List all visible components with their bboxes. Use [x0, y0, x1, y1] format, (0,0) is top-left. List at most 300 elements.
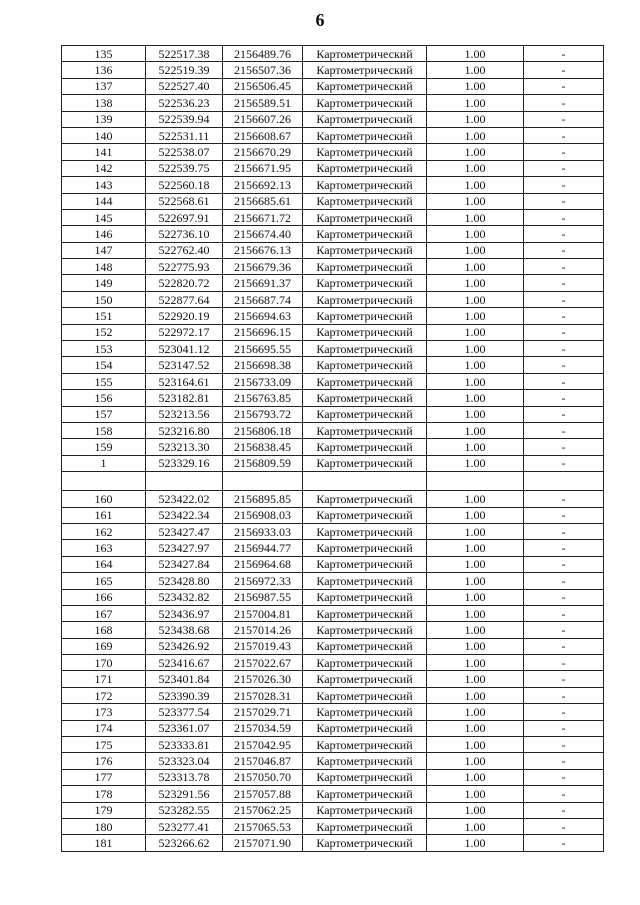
- accuracy-cell: 1.00: [427, 357, 524, 373]
- accuracy-cell: 1.00: [427, 406, 524, 422]
- empty-cell: [427, 472, 524, 491]
- accuracy-cell: 1.00: [427, 835, 524, 851]
- x-coordinate-cell: 522527.40: [146, 78, 223, 94]
- table-row: [62, 523, 604, 539]
- point-number-cell: 162: [62, 523, 146, 539]
- point-number-cell: 164: [62, 556, 146, 572]
- y-coordinate-cell: 2156489.76: [223, 46, 303, 62]
- y-coordinate-cell: 2156806.18: [223, 422, 303, 438]
- method-cell: Картометрический: [303, 491, 427, 507]
- accuracy-cell: 1.00: [427, 687, 524, 703]
- accuracy-cell: 1.00: [427, 95, 524, 111]
- x-coordinate-cell: 523436.97: [146, 605, 223, 621]
- point-number-cell: 165: [62, 573, 146, 589]
- method-cell: Картометрический: [303, 769, 427, 785]
- accuracy-cell: 1.00: [427, 422, 524, 438]
- description-cell: -: [524, 720, 604, 736]
- method-cell: Картометрический: [303, 144, 427, 160]
- method-cell: Картометрический: [303, 540, 427, 556]
- x-coordinate-cell: 523401.84: [146, 671, 223, 687]
- description-cell: -: [524, 753, 604, 769]
- y-coordinate-cell: 2157028.31: [223, 687, 303, 703]
- y-coordinate-cell: 2157026.30: [223, 671, 303, 687]
- description-cell: -: [524, 78, 604, 94]
- point-number-cell: 175: [62, 737, 146, 753]
- table-row: [62, 62, 604, 78]
- method-cell: Картометрический: [303, 275, 427, 291]
- x-coordinate-cell: 523216.80: [146, 422, 223, 438]
- description-cell: -: [524, 802, 604, 818]
- method-cell: Картометрический: [303, 638, 427, 654]
- description-cell: -: [524, 209, 604, 225]
- method-cell: Картометрический: [303, 455, 427, 471]
- method-cell: Картометрический: [303, 439, 427, 455]
- method-cell: Картометрический: [303, 605, 427, 621]
- accuracy-cell: 1.00: [427, 111, 524, 127]
- description-cell: -: [524, 589, 604, 605]
- table-row: [62, 605, 604, 621]
- point-number-cell: 141: [62, 144, 146, 160]
- description-cell: -: [524, 324, 604, 340]
- point-number-cell: 172: [62, 687, 146, 703]
- method-cell: Картометрический: [303, 373, 427, 389]
- x-coordinate-cell: 523147.52: [146, 357, 223, 373]
- x-coordinate-cell: 523426.92: [146, 638, 223, 654]
- description-cell: -: [524, 704, 604, 720]
- accuracy-cell: 1.00: [427, 638, 524, 654]
- table-row: [62, 556, 604, 572]
- x-coordinate-cell: 522972.17: [146, 324, 223, 340]
- x-coordinate-cell: 522539.94: [146, 111, 223, 127]
- point-number-cell: 150: [62, 291, 146, 307]
- point-number-cell: 153: [62, 341, 146, 357]
- method-cell: Картометрический: [303, 406, 427, 422]
- description-cell: -: [524, 95, 604, 111]
- accuracy-cell: 1.00: [427, 720, 524, 736]
- table-row: [62, 160, 604, 176]
- method-cell: Картометрический: [303, 687, 427, 703]
- y-coordinate-cell: 2156908.03: [223, 507, 303, 523]
- y-coordinate-cell: 2156671.72: [223, 209, 303, 225]
- accuracy-cell: 1.00: [427, 439, 524, 455]
- method-cell: Картометрический: [303, 573, 427, 589]
- y-coordinate-cell: 2156676.13: [223, 242, 303, 258]
- table-row: [62, 835, 604, 851]
- point-number-cell: 142: [62, 160, 146, 176]
- y-coordinate-cell: 2156671.95: [223, 160, 303, 176]
- empty-cell: [223, 472, 303, 491]
- point-number-cell: 179: [62, 802, 146, 818]
- y-coordinate-cell: 2156809.59: [223, 455, 303, 471]
- y-coordinate-cell: 2156987.55: [223, 589, 303, 605]
- accuracy-cell: 1.00: [427, 455, 524, 471]
- method-cell: Картометрический: [303, 737, 427, 753]
- description-cell: -: [524, 818, 604, 834]
- y-coordinate-cell: 2157022.67: [223, 655, 303, 671]
- y-coordinate-cell: 2157050.70: [223, 769, 303, 785]
- point-number-cell: 146: [62, 226, 146, 242]
- description-cell: -: [524, 491, 604, 507]
- method-cell: Картометрический: [303, 324, 427, 340]
- y-coordinate-cell: 2156696.15: [223, 324, 303, 340]
- x-coordinate-cell: 523266.62: [146, 835, 223, 851]
- x-coordinate-cell: 523329.16: [146, 455, 223, 471]
- method-cell: Картометрический: [303, 111, 427, 127]
- x-coordinate-cell: 523422.02: [146, 491, 223, 507]
- x-coordinate-cell: 523313.78: [146, 769, 223, 785]
- method-cell: Картометрический: [303, 655, 427, 671]
- table-row: [62, 439, 604, 455]
- x-coordinate-cell: 522531.11: [146, 127, 223, 143]
- x-coordinate-cell: 522762.40: [146, 242, 223, 258]
- y-coordinate-cell: 2157057.88: [223, 786, 303, 802]
- table-row: [62, 704, 604, 720]
- accuracy-cell: 1.00: [427, 373, 524, 389]
- y-coordinate-cell: 2157034.59: [223, 720, 303, 736]
- point-number-cell: 178: [62, 786, 146, 802]
- y-coordinate-cell: 2157071.90: [223, 835, 303, 851]
- description-cell: -: [524, 308, 604, 324]
- point-number-cell: 135: [62, 46, 146, 62]
- table-row: [62, 78, 604, 94]
- method-cell: Картометрический: [303, 291, 427, 307]
- x-coordinate-cell: 522877.64: [146, 291, 223, 307]
- x-coordinate-cell: 522560.18: [146, 177, 223, 193]
- table-row: [62, 275, 604, 291]
- x-coordinate-cell: 523427.84: [146, 556, 223, 572]
- accuracy-cell: 1.00: [427, 540, 524, 556]
- point-number-cell: 173: [62, 704, 146, 720]
- x-coordinate-cell: 523213.30: [146, 439, 223, 455]
- point-number-cell: 159: [62, 439, 146, 455]
- x-coordinate-cell: 523277.41: [146, 818, 223, 834]
- method-cell: Картометрический: [303, 704, 427, 720]
- point-number-cell: 145: [62, 209, 146, 225]
- point-number-cell: 157: [62, 406, 146, 422]
- y-coordinate-cell: 2156608.67: [223, 127, 303, 143]
- accuracy-cell: 1.00: [427, 818, 524, 834]
- description-cell: -: [524, 835, 604, 851]
- description-cell: -: [524, 177, 604, 193]
- x-coordinate-cell: 523213.56: [146, 406, 223, 422]
- accuracy-cell: 1.00: [427, 622, 524, 638]
- accuracy-cell: 1.00: [427, 671, 524, 687]
- y-coordinate-cell: 2156687.74: [223, 291, 303, 307]
- x-coordinate-cell: 522775.93: [146, 259, 223, 275]
- table-row: [62, 687, 604, 703]
- table-row: [62, 455, 604, 471]
- y-coordinate-cell: 2156695.55: [223, 341, 303, 357]
- accuracy-cell: 1.00: [427, 226, 524, 242]
- table-row: [62, 324, 604, 340]
- y-coordinate-cell: 2157065.53: [223, 818, 303, 834]
- accuracy-cell: 1.00: [427, 605, 524, 621]
- description-cell: -: [524, 556, 604, 572]
- table-row: [62, 753, 604, 769]
- accuracy-cell: 1.00: [427, 275, 524, 291]
- method-cell: Картометрический: [303, 95, 427, 111]
- point-number-cell: 167: [62, 605, 146, 621]
- table-row: [62, 111, 604, 127]
- method-cell: Картометрический: [303, 177, 427, 193]
- point-number-cell: 156: [62, 390, 146, 406]
- y-coordinate-cell: 2156685.61: [223, 193, 303, 209]
- description-cell: -: [524, 605, 604, 621]
- table-row: [62, 802, 604, 818]
- point-number-cell: 152: [62, 324, 146, 340]
- accuracy-cell: 1.00: [427, 704, 524, 720]
- point-number-cell: 166: [62, 589, 146, 605]
- coordinates-table-body: [62, 46, 604, 852]
- table-row: [62, 127, 604, 143]
- point-number-cell: 143: [62, 177, 146, 193]
- accuracy-cell: 1.00: [427, 193, 524, 209]
- description-cell: -: [524, 390, 604, 406]
- point-number-cell: 171: [62, 671, 146, 687]
- point-number-cell: 148: [62, 259, 146, 275]
- accuracy-cell: 1.00: [427, 62, 524, 78]
- method-cell: Картометрический: [303, 818, 427, 834]
- description-cell: -: [524, 62, 604, 78]
- table-row: [62, 818, 604, 834]
- x-coordinate-cell: 522568.61: [146, 193, 223, 209]
- y-coordinate-cell: 2156507.36: [223, 62, 303, 78]
- accuracy-cell: 1.00: [427, 341, 524, 357]
- description-cell: -: [524, 671, 604, 687]
- y-coordinate-cell: 2156589.51: [223, 95, 303, 111]
- accuracy-cell: 1.00: [427, 802, 524, 818]
- point-number-cell: 161: [62, 507, 146, 523]
- table-row: [62, 242, 604, 258]
- method-cell: Картометрический: [303, 753, 427, 769]
- accuracy-cell: 1.00: [427, 390, 524, 406]
- method-cell: Картометрический: [303, 835, 427, 851]
- y-coordinate-cell: 2157004.81: [223, 605, 303, 621]
- accuracy-cell: 1.00: [427, 753, 524, 769]
- method-cell: Картометрический: [303, 226, 427, 242]
- description-cell: -: [524, 144, 604, 160]
- accuracy-cell: 1.00: [427, 573, 524, 589]
- y-coordinate-cell: 2156895.85: [223, 491, 303, 507]
- description-cell: -: [524, 46, 604, 62]
- point-number-cell: 160: [62, 491, 146, 507]
- accuracy-cell: 1.00: [427, 786, 524, 802]
- method-cell: Картометрический: [303, 78, 427, 94]
- description-cell: -: [524, 573, 604, 589]
- y-coordinate-cell: 2156793.72: [223, 406, 303, 422]
- x-coordinate-cell: 523282.55: [146, 802, 223, 818]
- point-number-cell: 180: [62, 818, 146, 834]
- point-number-cell: 177: [62, 769, 146, 785]
- description-cell: -: [524, 622, 604, 638]
- table-row: [62, 720, 604, 736]
- method-cell: Картометрический: [303, 46, 427, 62]
- y-coordinate-cell: 2156972.33: [223, 573, 303, 589]
- description-cell: -: [524, 259, 604, 275]
- x-coordinate-cell: 522697.91: [146, 209, 223, 225]
- y-coordinate-cell: 2156838.45: [223, 439, 303, 455]
- table-row: [62, 193, 604, 209]
- method-cell: Картометрический: [303, 242, 427, 258]
- description-cell: -: [524, 737, 604, 753]
- table-row: [62, 226, 604, 242]
- table-row: [62, 540, 604, 556]
- table-row: [62, 786, 604, 802]
- point-number-cell: 151: [62, 308, 146, 324]
- accuracy-cell: 1.00: [427, 308, 524, 324]
- table-row: [62, 573, 604, 589]
- description-cell: -: [524, 455, 604, 471]
- point-number-cell: 139: [62, 111, 146, 127]
- point-number-cell: 144: [62, 193, 146, 209]
- page-number: 6: [315, 10, 325, 30]
- accuracy-cell: 1.00: [427, 242, 524, 258]
- description-cell: -: [524, 111, 604, 127]
- point-number-cell: 154: [62, 357, 146, 373]
- y-coordinate-cell: 2157019.43: [223, 638, 303, 654]
- y-coordinate-cell: 2156679.36: [223, 259, 303, 275]
- point-number-cell: 138: [62, 95, 146, 111]
- description-cell: -: [524, 523, 604, 539]
- description-cell: -: [524, 291, 604, 307]
- point-number-cell: 1: [62, 455, 146, 471]
- method-cell: Картометрический: [303, 341, 427, 357]
- description-cell: -: [524, 160, 604, 176]
- table-row: [62, 95, 604, 111]
- accuracy-cell: 1.00: [427, 127, 524, 143]
- y-coordinate-cell: 2157046.87: [223, 753, 303, 769]
- y-coordinate-cell: 2157029.71: [223, 704, 303, 720]
- x-coordinate-cell: 523361.07: [146, 720, 223, 736]
- table-row: [62, 373, 604, 389]
- y-coordinate-cell: 2156506.45: [223, 78, 303, 94]
- x-coordinate-cell: 523428.80: [146, 573, 223, 589]
- method-cell: Картометрический: [303, 786, 427, 802]
- accuracy-cell: 1.00: [427, 291, 524, 307]
- description-cell: -: [524, 655, 604, 671]
- description-cell: -: [524, 242, 604, 258]
- empty-cell: [146, 472, 223, 491]
- table-row: [62, 46, 604, 62]
- table-row: [62, 177, 604, 193]
- x-coordinate-cell: 523291.56: [146, 786, 223, 802]
- accuracy-cell: 1.00: [427, 160, 524, 176]
- method-cell: Картометрический: [303, 523, 427, 539]
- x-coordinate-cell: 523390.39: [146, 687, 223, 703]
- empty-cell: [62, 472, 146, 491]
- method-cell: Картометрический: [303, 589, 427, 605]
- y-coordinate-cell: 2157062.25: [223, 802, 303, 818]
- method-cell: Картометрический: [303, 390, 427, 406]
- table-row: [62, 406, 604, 422]
- point-number-cell: 158: [62, 422, 146, 438]
- x-coordinate-cell: 523323.04: [146, 753, 223, 769]
- description-cell: -: [524, 341, 604, 357]
- accuracy-cell: 1.00: [427, 737, 524, 753]
- accuracy-cell: 1.00: [427, 78, 524, 94]
- table-row: [62, 507, 604, 523]
- accuracy-cell: 1.00: [427, 523, 524, 539]
- description-cell: -: [524, 193, 604, 209]
- x-coordinate-cell: 522519.39: [146, 62, 223, 78]
- method-cell: Картометрический: [303, 556, 427, 572]
- y-coordinate-cell: 2156733.09: [223, 373, 303, 389]
- method-cell: Картометрический: [303, 802, 427, 818]
- table-row: [62, 769, 604, 785]
- table-row: [62, 638, 604, 654]
- point-number-cell: 174: [62, 720, 146, 736]
- method-cell: Картометрический: [303, 622, 427, 638]
- empty-cell: [303, 472, 427, 491]
- table-row: [62, 144, 604, 160]
- separator-row: [62, 472, 604, 491]
- y-coordinate-cell: 2157014.26: [223, 622, 303, 638]
- x-coordinate-cell: 523182.81: [146, 390, 223, 406]
- x-coordinate-cell: 523333.81: [146, 737, 223, 753]
- point-number-cell: 176: [62, 753, 146, 769]
- y-coordinate-cell: 2156698.38: [223, 357, 303, 373]
- table-row: [62, 308, 604, 324]
- description-cell: -: [524, 127, 604, 143]
- accuracy-cell: 1.00: [427, 769, 524, 785]
- method-cell: Картометрический: [303, 357, 427, 373]
- description-cell: -: [524, 357, 604, 373]
- accuracy-cell: 1.00: [427, 209, 524, 225]
- x-coordinate-cell: 522536.23: [146, 95, 223, 111]
- x-coordinate-cell: 522736.10: [146, 226, 223, 242]
- method-cell: Картометрический: [303, 308, 427, 324]
- table-row: [62, 259, 604, 275]
- table-row: [62, 291, 604, 307]
- accuracy-cell: 1.00: [427, 177, 524, 193]
- method-cell: Картометрический: [303, 259, 427, 275]
- table-row: [62, 357, 604, 373]
- table-row: [62, 589, 604, 605]
- x-coordinate-cell: 522920.19: [146, 308, 223, 324]
- method-cell: Картометрический: [303, 127, 427, 143]
- table-row: [62, 390, 604, 406]
- point-number-cell: 149: [62, 275, 146, 291]
- y-coordinate-cell: 2156670.29: [223, 144, 303, 160]
- y-coordinate-cell: 2156964.68: [223, 556, 303, 572]
- accuracy-cell: 1.00: [427, 144, 524, 160]
- accuracy-cell: 1.00: [427, 556, 524, 572]
- point-number-cell: 181: [62, 835, 146, 851]
- x-coordinate-cell: 523438.68: [146, 622, 223, 638]
- table-row: [62, 422, 604, 438]
- description-cell: -: [524, 507, 604, 523]
- method-cell: Картометрический: [303, 193, 427, 209]
- method-cell: Картометрический: [303, 62, 427, 78]
- point-number-cell: 170: [62, 655, 146, 671]
- y-coordinate-cell: 2156944.77: [223, 540, 303, 556]
- x-coordinate-cell: 523416.67: [146, 655, 223, 671]
- x-coordinate-cell: 522539.75: [146, 160, 223, 176]
- table-row: [62, 671, 604, 687]
- description-cell: -: [524, 275, 604, 291]
- description-cell: -: [524, 439, 604, 455]
- point-number-cell: 136: [62, 62, 146, 78]
- y-coordinate-cell: 2156694.63: [223, 308, 303, 324]
- y-coordinate-cell: 2156763.85: [223, 390, 303, 406]
- point-number-cell: 137: [62, 78, 146, 94]
- description-cell: -: [524, 769, 604, 785]
- method-cell: Картометрический: [303, 160, 427, 176]
- coordinates-table: [61, 45, 604, 852]
- method-cell: Картометрический: [303, 209, 427, 225]
- description-cell: -: [524, 540, 604, 556]
- method-cell: Картометрический: [303, 671, 427, 687]
